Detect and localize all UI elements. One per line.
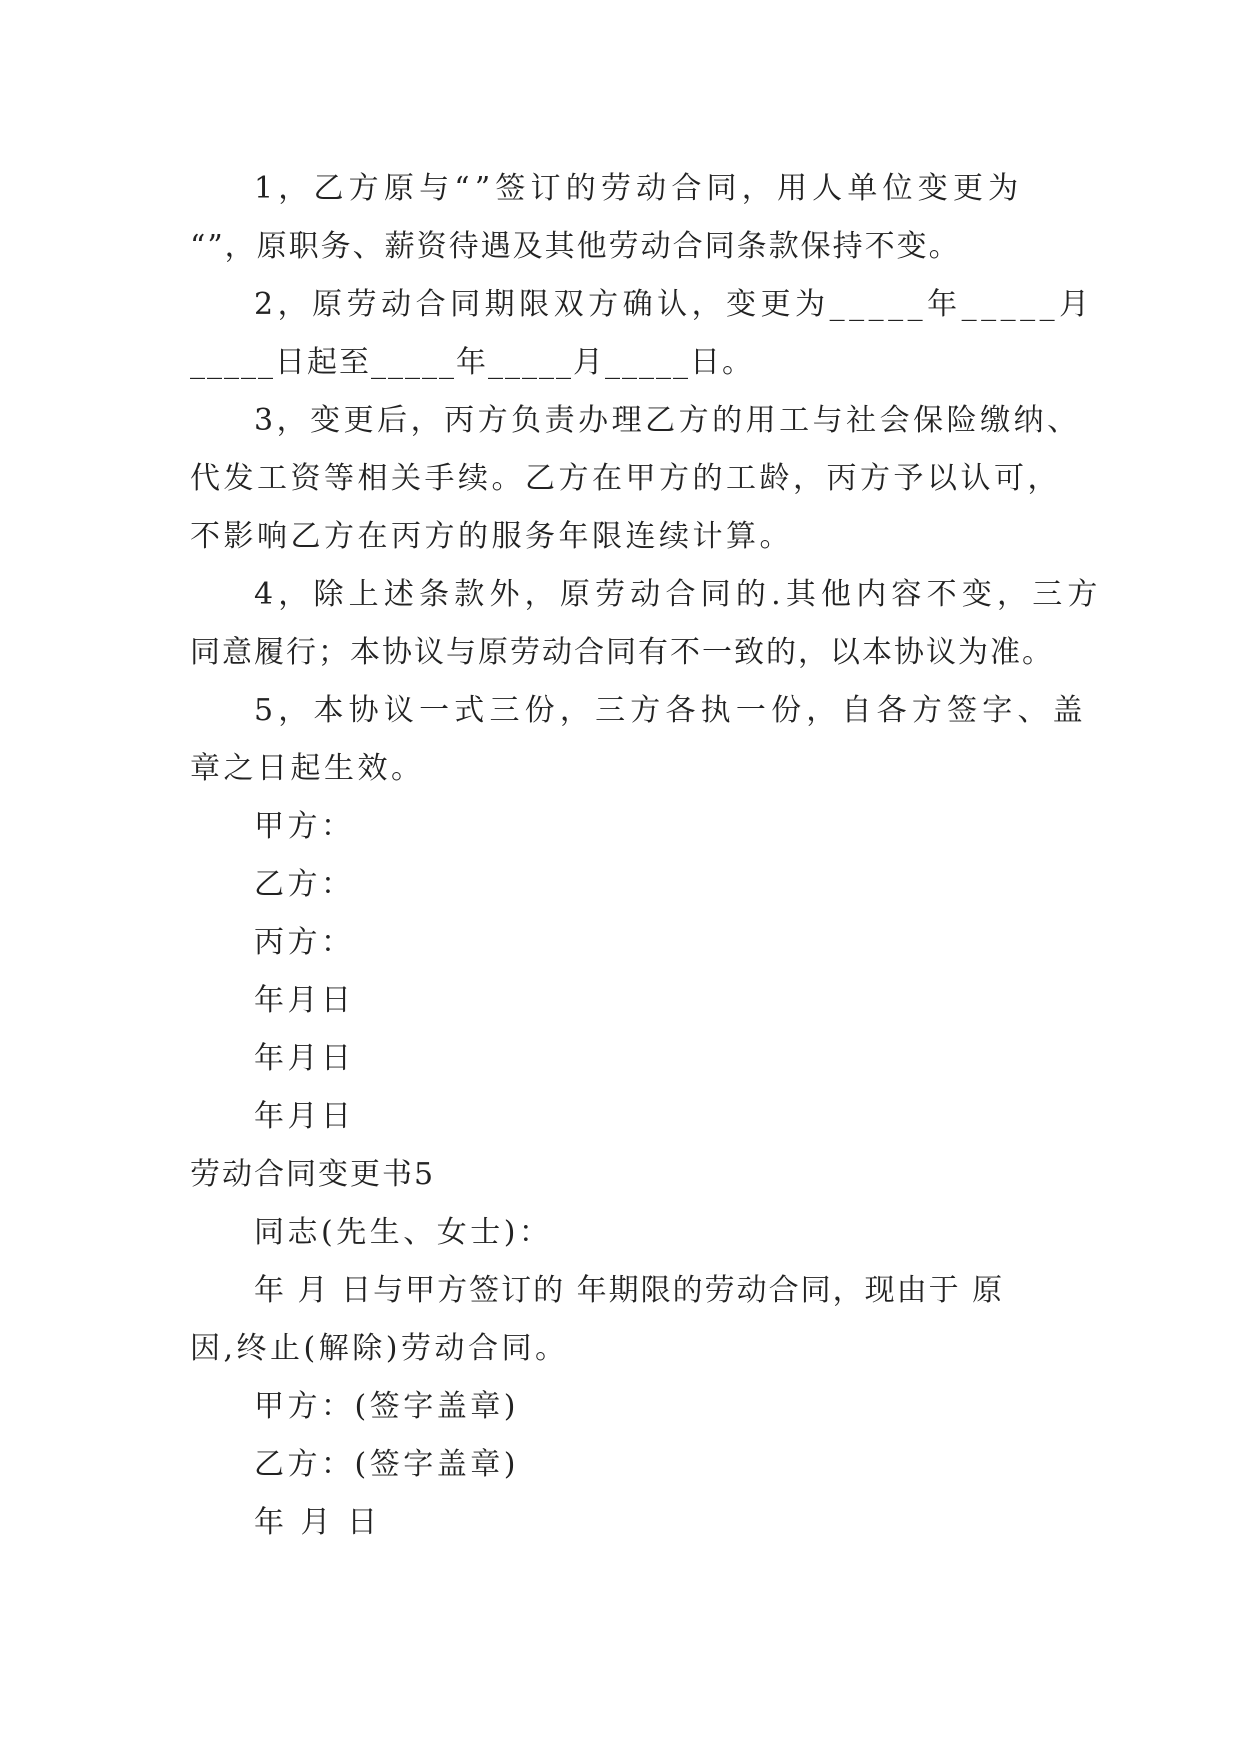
party-c-signature-line: 丙方： (254, 925, 355, 960)
party-a-signature-line: 甲方： (254, 809, 355, 844)
clause-2-line-2: _____日起至_____年_____月_____日。 (190, 345, 754, 380)
clause-3-line-1: 3，变更后，丙方负责办理乙方的用工与社会保险缴纳、 (254, 403, 1081, 438)
date-line-3: 年月日 (254, 1099, 355, 1134)
clause-3-line-2: 代发工资等相关手续。乙方在甲方的工龄，丙方予以认可， (190, 461, 1061, 496)
clause-4-line-1: 4，除上述条款外，原劳动合同的.其他内容不变，三方 (254, 577, 1103, 612)
salutation: 同志(先生、女士)： (254, 1215, 553, 1250)
party-a-seal-line: 甲方：(签字盖章) (254, 1389, 519, 1424)
termination-body-line-2: 因,终止(解除)劳动合同。 (190, 1331, 569, 1366)
date-line-2: 年月日 (254, 1041, 355, 1076)
termination-body-line-1: 年 月 日与甲方签订的 年期限的劳动合同，现由于 原 (254, 1273, 1005, 1308)
clause-5-line-1: 5，本协议一式三份，三方各执一份，自各方签字、盖 (254, 693, 1088, 728)
section-title: 劳动合同变更书5 (190, 1157, 436, 1192)
date-line-1: 年月日 (254, 983, 355, 1018)
document-body (190, 160, 1103, 1552)
clause-1-line-2: “”，原职务、薪资待遇及其他劳动合同条款保持不变。 (190, 229, 961, 264)
clause-5-line-2: 章之日起生效。 (190, 751, 425, 786)
clause-2-line-1: 2，原劳动合同期限双方确认，变更为_____年_____月 (254, 287, 1094, 322)
termination-date-line: 年 月 日 (254, 1505, 381, 1540)
party-b-signature-line: 乙方： (254, 867, 355, 902)
clause-4-line-2: 同意履行；本协议与原劳动合同有不一致的，以本协议为准。 (190, 635, 1054, 670)
clause-3-line-3: 不影响乙方在丙方的服务年限连续计算。 (190, 519, 793, 554)
party-b-seal-line: 乙方：(签字盖章) (254, 1447, 519, 1482)
clause-1-line-1: 1，乙方原与“”签订的劳动合同，用人单位变更为 (254, 171, 1024, 206)
